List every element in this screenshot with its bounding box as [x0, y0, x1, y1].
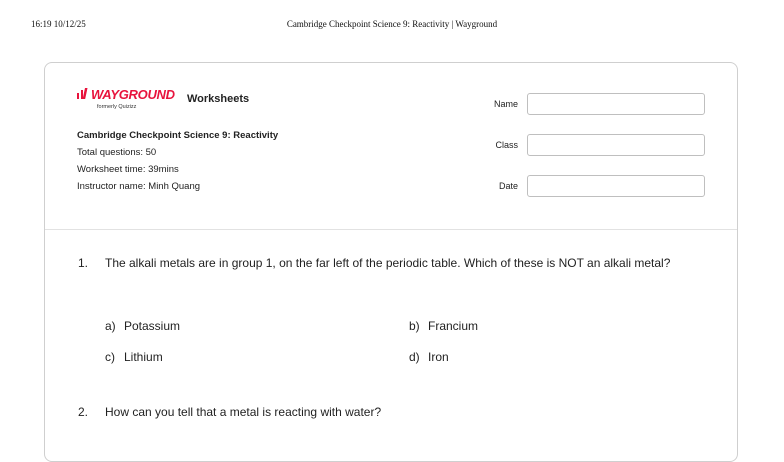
name-field	[485, 93, 705, 117]
option-c	[105, 350, 163, 364]
name-label: Name	[493, 99, 518, 109]
question-text: The alkali metals are in group 1, on the far left of the periodic table. Which of these is NOT an alkali metal?	[105, 256, 671, 270]
print-header	[0, 19, 784, 33]
question-text: How can you tell that a metal is reacting with water?	[105, 405, 382, 419]
option-text: Potassium	[124, 319, 181, 333]
product-name: Worksheets	[187, 93, 250, 105]
option-text: Lithium	[124, 350, 163, 364]
print-document-title: Cambridge Checkpoint Science 9: Reactivity | Wayground	[286, 19, 498, 29]
option-text: Iron	[428, 350, 449, 364]
worksheet-meta	[77, 130, 278, 198]
class-label: Class	[495, 140, 518, 150]
name-input[interactable]	[527, 93, 705, 115]
worksheet-card	[44, 62, 738, 462]
worksheet-title: Cambridge Checkpoint Science 9: Reactivity	[77, 130, 279, 141]
class-input[interactable]	[527, 134, 705, 156]
wayground-wordmark: WAYGROUND	[77, 87, 175, 102]
option-letter: c)	[105, 350, 115, 364]
worksheet-header	[45, 63, 737, 230]
print-datetime: 16:19 10/12/25	[31, 19, 86, 29]
date-label: Date	[498, 181, 518, 191]
logo-subtitle: formerly Quizizz	[97, 104, 137, 110]
option-letter: b)	[409, 319, 420, 333]
date-field	[485, 175, 705, 199]
worksheet-time: Worksheet time: 39mins	[77, 164, 179, 175]
option-a	[105, 319, 180, 333]
question-number: 1.	[78, 256, 89, 270]
class-field	[485, 134, 705, 158]
option-d	[409, 350, 449, 364]
date-input[interactable]	[527, 175, 705, 197]
option-text: Francium	[428, 319, 479, 333]
option-letter: d)	[409, 350, 420, 364]
instructor-name: Instructor name: Minh Quang	[77, 181, 201, 192]
option-letter: a)	[105, 319, 116, 333]
total-questions: Total questions: 50	[77, 147, 157, 158]
option-b	[409, 319, 478, 333]
question-number: 2.	[78, 405, 89, 419]
wayground-logo-icon	[77, 88, 91, 100]
